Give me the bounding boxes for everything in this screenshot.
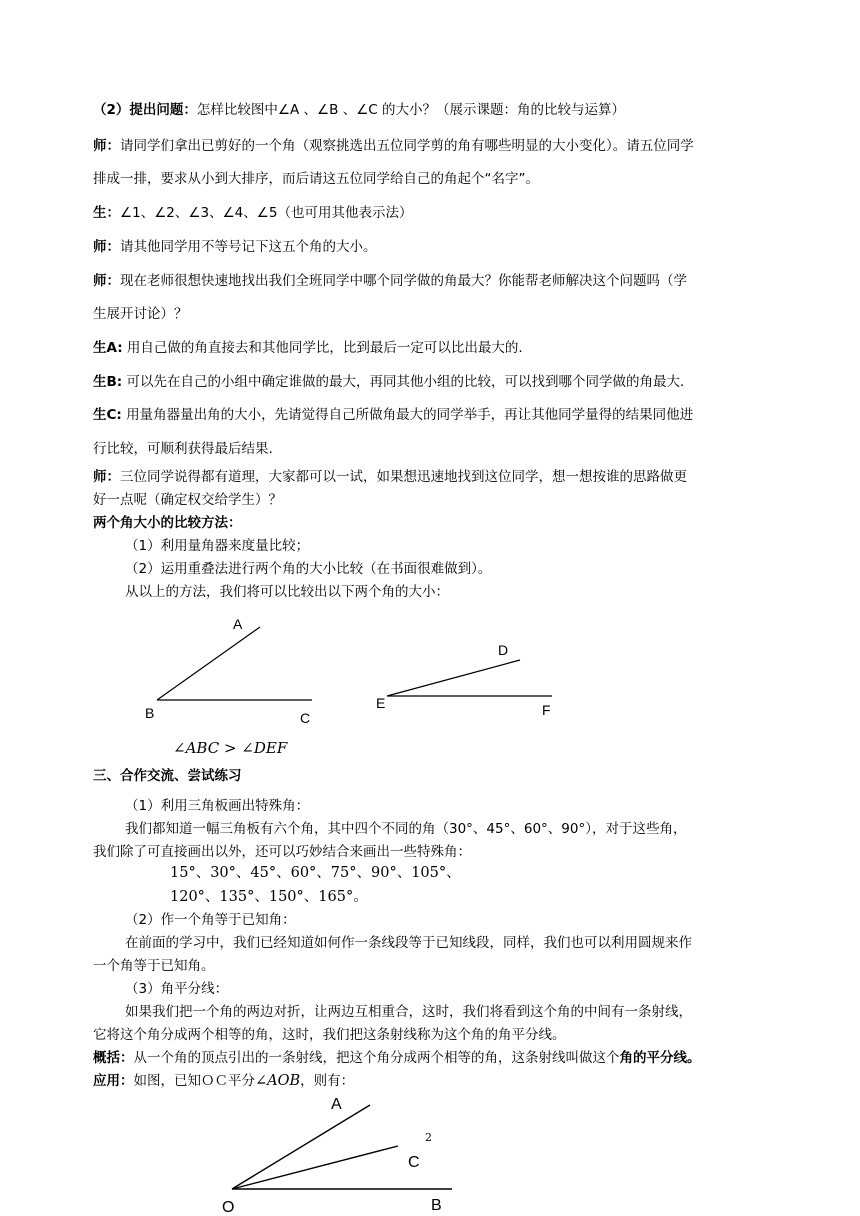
dialogue-text: 好一点呢（确定权交给学生）？ (93, 492, 282, 508)
speaker-label: 生： (93, 205, 120, 221)
ray-oc (232, 1146, 398, 1189)
label-a2: A (331, 1096, 342, 1113)
mark-2: 2 (425, 1131, 432, 1144)
p1-title: （1）利用三角板画出特殊角： (125, 798, 310, 814)
ray-ed (387, 660, 520, 696)
label-c: C (300, 710, 311, 726)
p2-line2: 一个角等于已知角。 (93, 958, 215, 974)
dialogue-text: 请其他同学用不等号记下这五个角的大小。 (120, 239, 377, 255)
p3-line1: 如果我们把一个角的两边对折，让两边互相重合，这时，我们将看到这个角的中间有一条射线， (125, 1004, 692, 1020)
speaker-label: 生B: (93, 374, 123, 390)
dialogue-text: 排成一排，要求从小到大排序，而后请这五位同学给自己的角起个“名字”。 (93, 171, 539, 187)
application-label: 应用： (93, 1073, 134, 1089)
problem-label: （2）提出问题： (93, 102, 197, 118)
angles-line2: 120°、135°、150°、165°。 (170, 889, 368, 905)
label-b2: B (431, 1197, 442, 1214)
label-e: E (376, 695, 386, 711)
dialogue-text: 用自己做的角直接去和其他同学比，比到最后一定可以比出最大的. (122, 340, 523, 356)
label-o: O (222, 1199, 235, 1216)
dialogue-text: ∠1、∠2、∠3、∠4、∠5（也可用其他表示法） (120, 205, 413, 221)
problem-text: 怎样比较图中∠A 、∠B 、∠C 的大小？（展示课题：角的比较与运算） (196, 102, 626, 118)
dialogue-text: 三位同学说得都有道理，大家都可以一试，如果想迅速地找到这位同学，想一想按谁的思路做更 (120, 469, 687, 485)
label-f: F (542, 702, 551, 718)
label-b: B (145, 705, 155, 721)
p2-line1: 在前面的学习中，我们已经知道如何作一条线段等于已知线段，同样，我们也可以利用圆规来作 (125, 935, 692, 951)
dialogue-text: 用量角器量出角的大小，先请觉得自己所做角最大的同学举手，再让其他同学量得的结果同他进 (121, 407, 694, 423)
application-text: 如图，已知ＯＣ平分 (133, 1073, 255, 1089)
speaker-label: 生A: (93, 340, 123, 356)
summary-text: 从一个角的顶点引出的一条射线，把这个角分成两个相等的角，这条射线叫做这个 (133, 1050, 620, 1066)
application-line (93, 1072, 354, 1090)
application-math: ∠AOB (255, 1073, 301, 1089)
application-tail: ，则有： (300, 1073, 355, 1089)
ray-ba (157, 627, 260, 700)
p3-title: （3）角平分线： (125, 981, 229, 997)
speaker-label: 师： (93, 273, 120, 289)
comparison-formula: ∠ABC > ∠DEF (173, 739, 288, 757)
label-d: D (498, 642, 509, 658)
p1-line2: 我们除了可直接画出以外，还可以巧妙结合来画出一些特殊角： (93, 844, 471, 860)
summary-line (93, 1049, 701, 1067)
p1-line1: 我们都知道一幅三角板有六个角，其中四个不同的角（30°、45°、60°、90°），对于这些角， (125, 821, 687, 837)
speaker-label: 生C: (93, 407, 122, 423)
dialogue-text: 行比较，可顺利获得最后结果. (93, 441, 273, 457)
dialogue-text: 可以先在自己的小组中确定谁做的最大，再同其他小组的比较，可以找到哪个同学做的角最大. (122, 374, 685, 390)
angle-figure-2 (222, 1096, 452, 1216)
dialogue-text: 请同学们拿出已剪好的一个角（观察挑选出五位同学剪的角有哪些明显的大小变化）。请五位同学 (120, 138, 694, 154)
speaker-label: 师： (93, 469, 120, 485)
method-item: （1）利用量角器来度量比较； (125, 538, 310, 554)
label-a: A (233, 616, 243, 632)
speaker-label: 师： (93, 138, 120, 154)
speaker-label: 师： (93, 239, 120, 255)
label-c2: C (408, 1154, 420, 1171)
dialogue-text: 现在老师很想快速地找出我们全班同学中哪个同学做的角最大？你能帮老师解决这个问题吗（学 (120, 273, 687, 289)
p2-title: （2）作一个角等于已知角： (125, 912, 296, 928)
section3-heading: 三、合作交流、尝试练习 (93, 768, 242, 784)
p3-line2: 它将这个角分成两个相等的角，这时，我们把这条射线称为这个角的角平分线。 (93, 1027, 566, 1043)
summary-bold-end: 角的平分线。 (619, 1050, 701, 1066)
angles-line1: 15°、30°、45°、60°、75°、90°、105°、 (170, 865, 461, 881)
summary-label: 概括： (93, 1050, 134, 1066)
methods-heading: 两个角大小的比较方法： (93, 515, 242, 531)
method-item: 从以上的方法，我们将可以比较出以下两个角的大小： (125, 584, 449, 600)
ray-oa (232, 1105, 370, 1189)
dialogue-text: 生展开讨论）？ (93, 306, 188, 322)
method-item: （2）运用重叠法进行两个角的大小比较（在书面很难做到）。 (125, 561, 492, 577)
